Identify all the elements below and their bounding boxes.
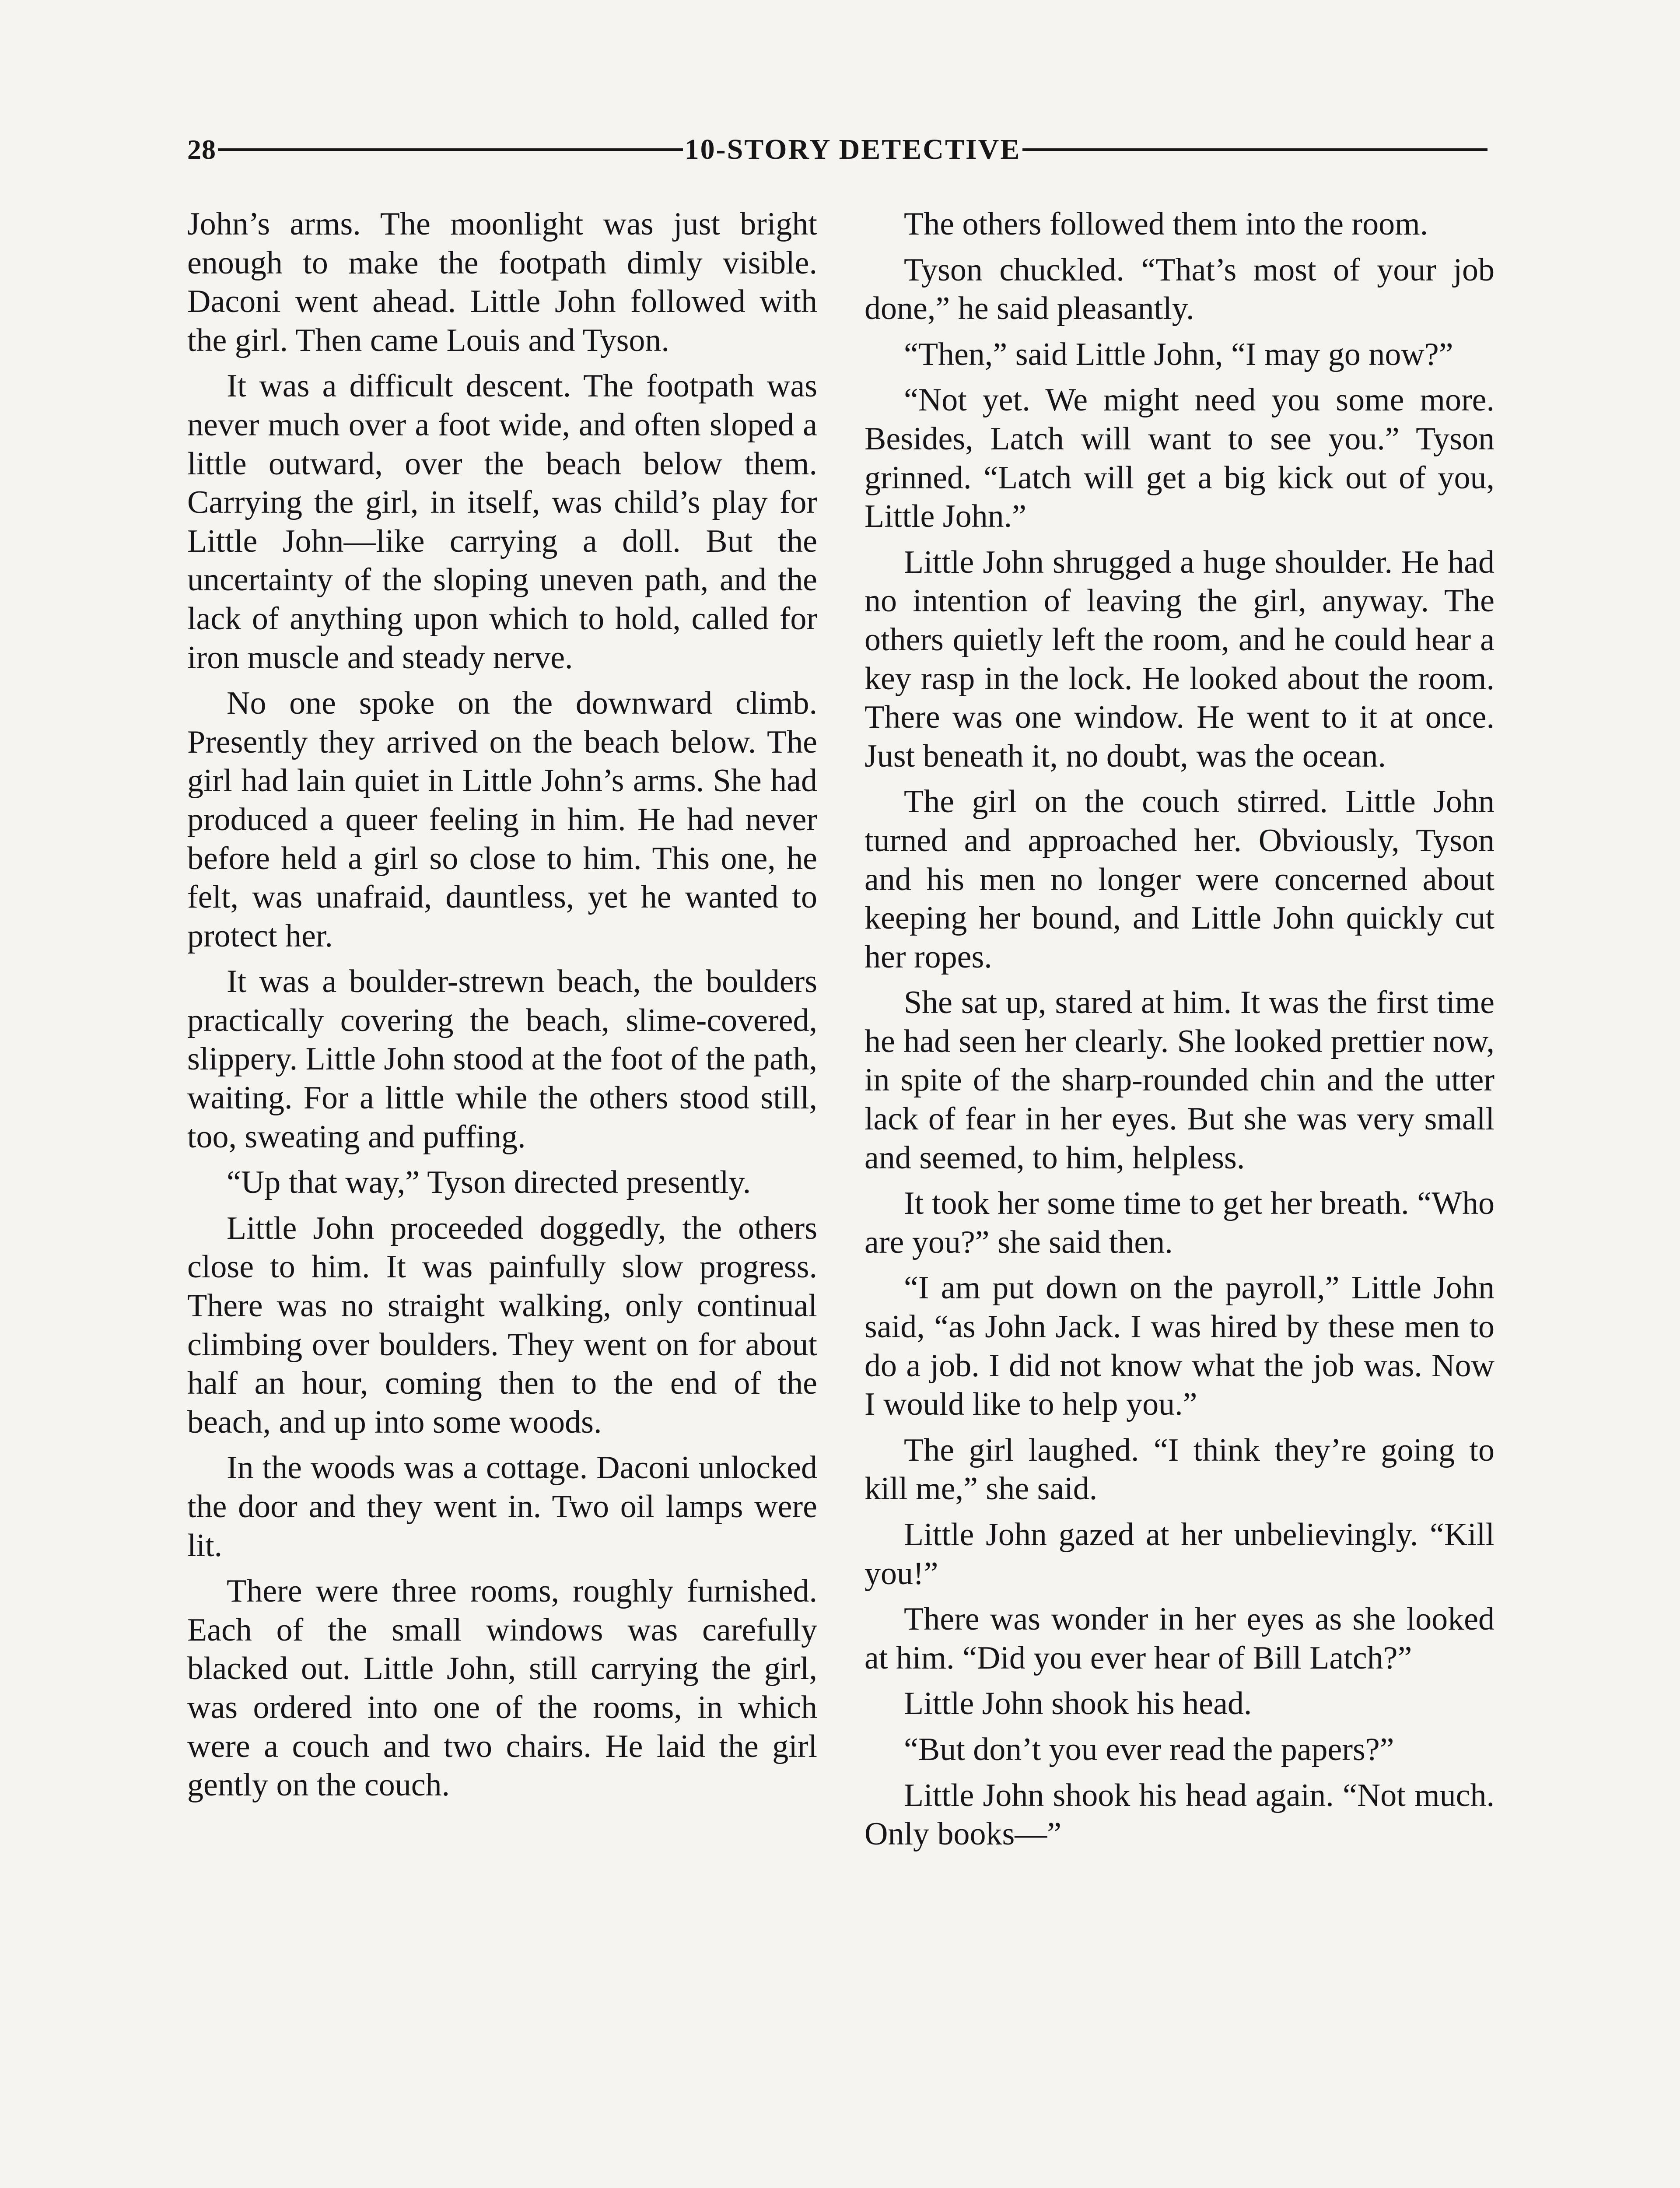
paragraph: “Not yet. We might need you some more. Besides, Latch will want to see you.” Tyson grinned. “Latch will get a big kick out of you, Little John.” — [864, 382, 1494, 535]
page-header — [187, 128, 1489, 172]
header-rule-left — [218, 148, 683, 151]
magazine-title: 10-STORY DETECTIVE — [684, 133, 1021, 165]
paragraph: John’s arms. The moonlight was just bright enough to make the footpath dimly visible. Daconi went ahead. Little John followed with the girl. Then came Louis and Tyson. — [187, 206, 817, 358]
paragraph: There were three rooms, roughly furnished. Each of the small windows was carefully blacked out. Little John, still carrying the girl, was ordered into one of the rooms, in which were a couch and two chairs. He laid the girl gently on the couch. — [187, 1573, 817, 1803]
paragraph: “Up that way,” Tyson directed presently. — [227, 1164, 751, 1201]
paragraph: Little John gazed at her unbelievingly. “Kill you!” — [864, 1517, 1494, 1592]
paragraph: It was a difficult descent. The footpath was never much over a foot wide, and often sloped a little outward, over the beach below them. Carrying the girl, in itself, was child’s play for Little John—like carrying a doll. But the uncertainty of the sloping uneven path, and the lack of anything upon which to hold, called for iron muscle and steady nerve. — [187, 368, 817, 676]
page-number: 28 — [187, 134, 216, 165]
paragraph: Little John shook his head again. “Not much. Only books—” — [864, 1777, 1494, 1852]
paragraph: It took her some time to get her breath. “Who are you?” she said then. — [864, 1185, 1494, 1260]
header-rule-right — [1022, 148, 1488, 151]
paragraph: She sat up, stared at him. It was the first time he had seen her clearly. She looked prettier now, in spite of the sharp-rounded chin and the utter lack of fear in her eyes. But she was very small and seemed, to him, helpless. — [864, 985, 1494, 1176]
paragraph: The girl laughed. “I think they’re going to kill me,” she said. — [864, 1432, 1494, 1507]
right-column — [864, 205, 1494, 1861]
paragraph: It was a boulder-strewn beach, the boulders practically covering the beach, slime-covered, slippery. Little John stood at the foot of the path, waiting. For a little while the others stood still, too, sweating and puffing. — [187, 964, 818, 1155]
paragraph: Tyson chuckled. “That’s most of your job done,” he said pleasantly. — [864, 252, 1494, 327]
paragraph: No one spoke on the downward climb. Presently they arrived on the beach below. The girl had lain quiet in Little John’s arms. She had produced a queer feeling in him. He had never before held a girl so close to him. This one, he felt, was unafraid, dauntless, yet he wanted to protect her. — [187, 685, 817, 954]
paragraph: There was wonder in her eyes as she looked at him. “Did you ever hear of Bill Latch?” — [864, 1601, 1494, 1676]
paragraph: Little John shook his head. — [904, 1686, 1252, 1722]
left-column — [187, 205, 817, 1812]
paragraph: “Then,” said Little John, “I may go now?” — [904, 336, 1453, 372]
paragraph: The others followed them into the room. — [904, 206, 1428, 242]
paragraph: “But don’t you ever read the papers?” — [904, 1731, 1394, 1767]
paragraph: “I am put down on the payroll,” Little John said, “as John Jack. I was hired by these men to do a job. I did not know what the job was. Now I would like to help you.” — [864, 1270, 1494, 1423]
paragraph: The girl on the couch stirred. Little John turned and approached her. Obviously, Tyson and his men no longer were concerned about keeping her bound, and Little John quickly cut her ropes. — [864, 784, 1494, 975]
paragraph: In the woods was a cottage. Daconi unlocked the door and they went in. Two oil lamps were lit. — [187, 1450, 817, 1564]
paragraph: Little John shrugged a huge shoulder. He had no intention of leaving the girl, anyway. The others quietly left the room, and he could hear a key rasp in the lock. He looked about the room. There was one window. He went to it at once. Just beneath it, no doubt, was the ocean. — [864, 544, 1494, 774]
paragraph: Little John proceeded doggedly, the others close to him. It was painfully slow progress. There was no straight walking, only continual climbing over boulders. They went on for about half an hour, coming then to the end of the beach, and up into some woods. — [187, 1210, 817, 1440]
